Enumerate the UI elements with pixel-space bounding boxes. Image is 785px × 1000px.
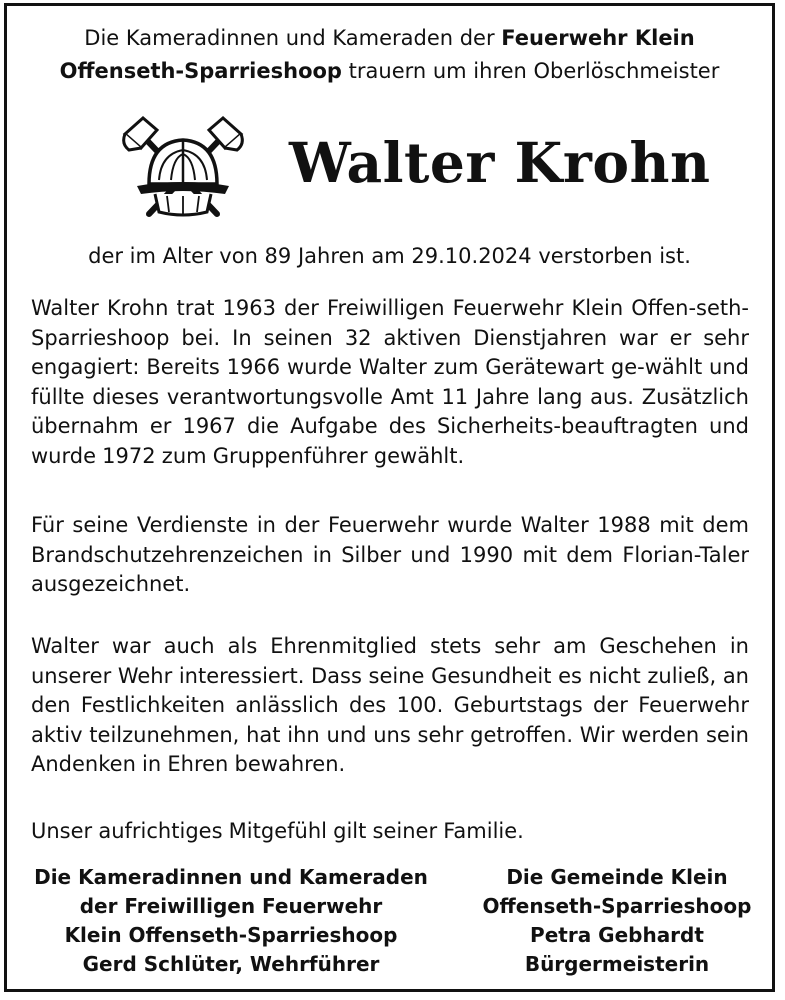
signature-line: Offenseth-Sparrieshoop [482, 894, 752, 918]
intro-text [27, 22, 752, 88]
deceased-name: Walter Krohn [289, 130, 711, 195]
paragraph-remembrance: Walter war auch als Ehrenmitglied stets sehr am Geschehen in unserer Wehr interessiert. Dass seine Gesundheit es nicht zuließ, an den Festlichkeiten anlässlich des 100. Geburtstags der Feuerwehr aktiv teilzunehmen, hat ihn und uns sehr getroffen. Wir werden sein Andenken in Ehren bewahren. [31, 634, 749, 776]
obituary-frame [4, 3, 775, 992]
signature-line: Petra Gebhardt [530, 923, 704, 947]
signature-line: Die Gemeinde Klein [506, 865, 728, 889]
intro-suffix: trauern um ihren Oberlöschmeister [341, 59, 720, 83]
signature-line: Gerd Schlüter, Wehrführer [82, 952, 380, 976]
signature-municipality [467, 863, 767, 979]
intro-prefix: Die Kameradinnen und Kameraden der [84, 26, 502, 50]
signature-line: der Freiwilligen Feuerwehr [79, 894, 383, 918]
paragraph-honors: Für seine Verdienste in der Feuerwehr wurde Walter 1988 mit dem Brandschutzehrenzeichen in Silber und 1990 mit dem Florian-Taler ausgezeichnet. [31, 513, 749, 596]
firefighter-helmet-axes-icon [119, 114, 247, 226]
paragraph-career: Walter Krohn trat 1963 der Freiwilligen Feuerwehr Klein Offen-seth-Sparrieshoop bei. In seinen 32 aktiven Dienstjahren war er sehr engagiert: Bereits 1966 wurde Walter zum Gerätewart ge-wählt und füllte dieses verantwortungsvolle Amt 11 Jahre lang aus. Zusätzlich übernahm er 1967 die Aufgabe des Sicherheits-beauftragten und wurde 1972 zum Gruppenführer gewählt. [31, 296, 749, 468]
signature-line: Die Kameradinnen und Kameraden [34, 865, 428, 889]
intro-org-1: Feuerwehr Klein [501, 26, 695, 50]
signature-line: Bürgermeisterin [524, 952, 710, 976]
age-and-date-line: der im Alter von 89 Jahren am 29.10.2024 verstorben ist. [88, 244, 691, 268]
signature-line: Klein Offenseth-Sparrieshoop [64, 923, 398, 947]
signature-fire-department [21, 863, 441, 979]
intro-org-2: Offenseth-Sparrieshoop [59, 59, 342, 83]
paragraph-condolence: Unser aufrichtiges Mitgefühl gilt seiner Familie. [31, 819, 524, 843]
